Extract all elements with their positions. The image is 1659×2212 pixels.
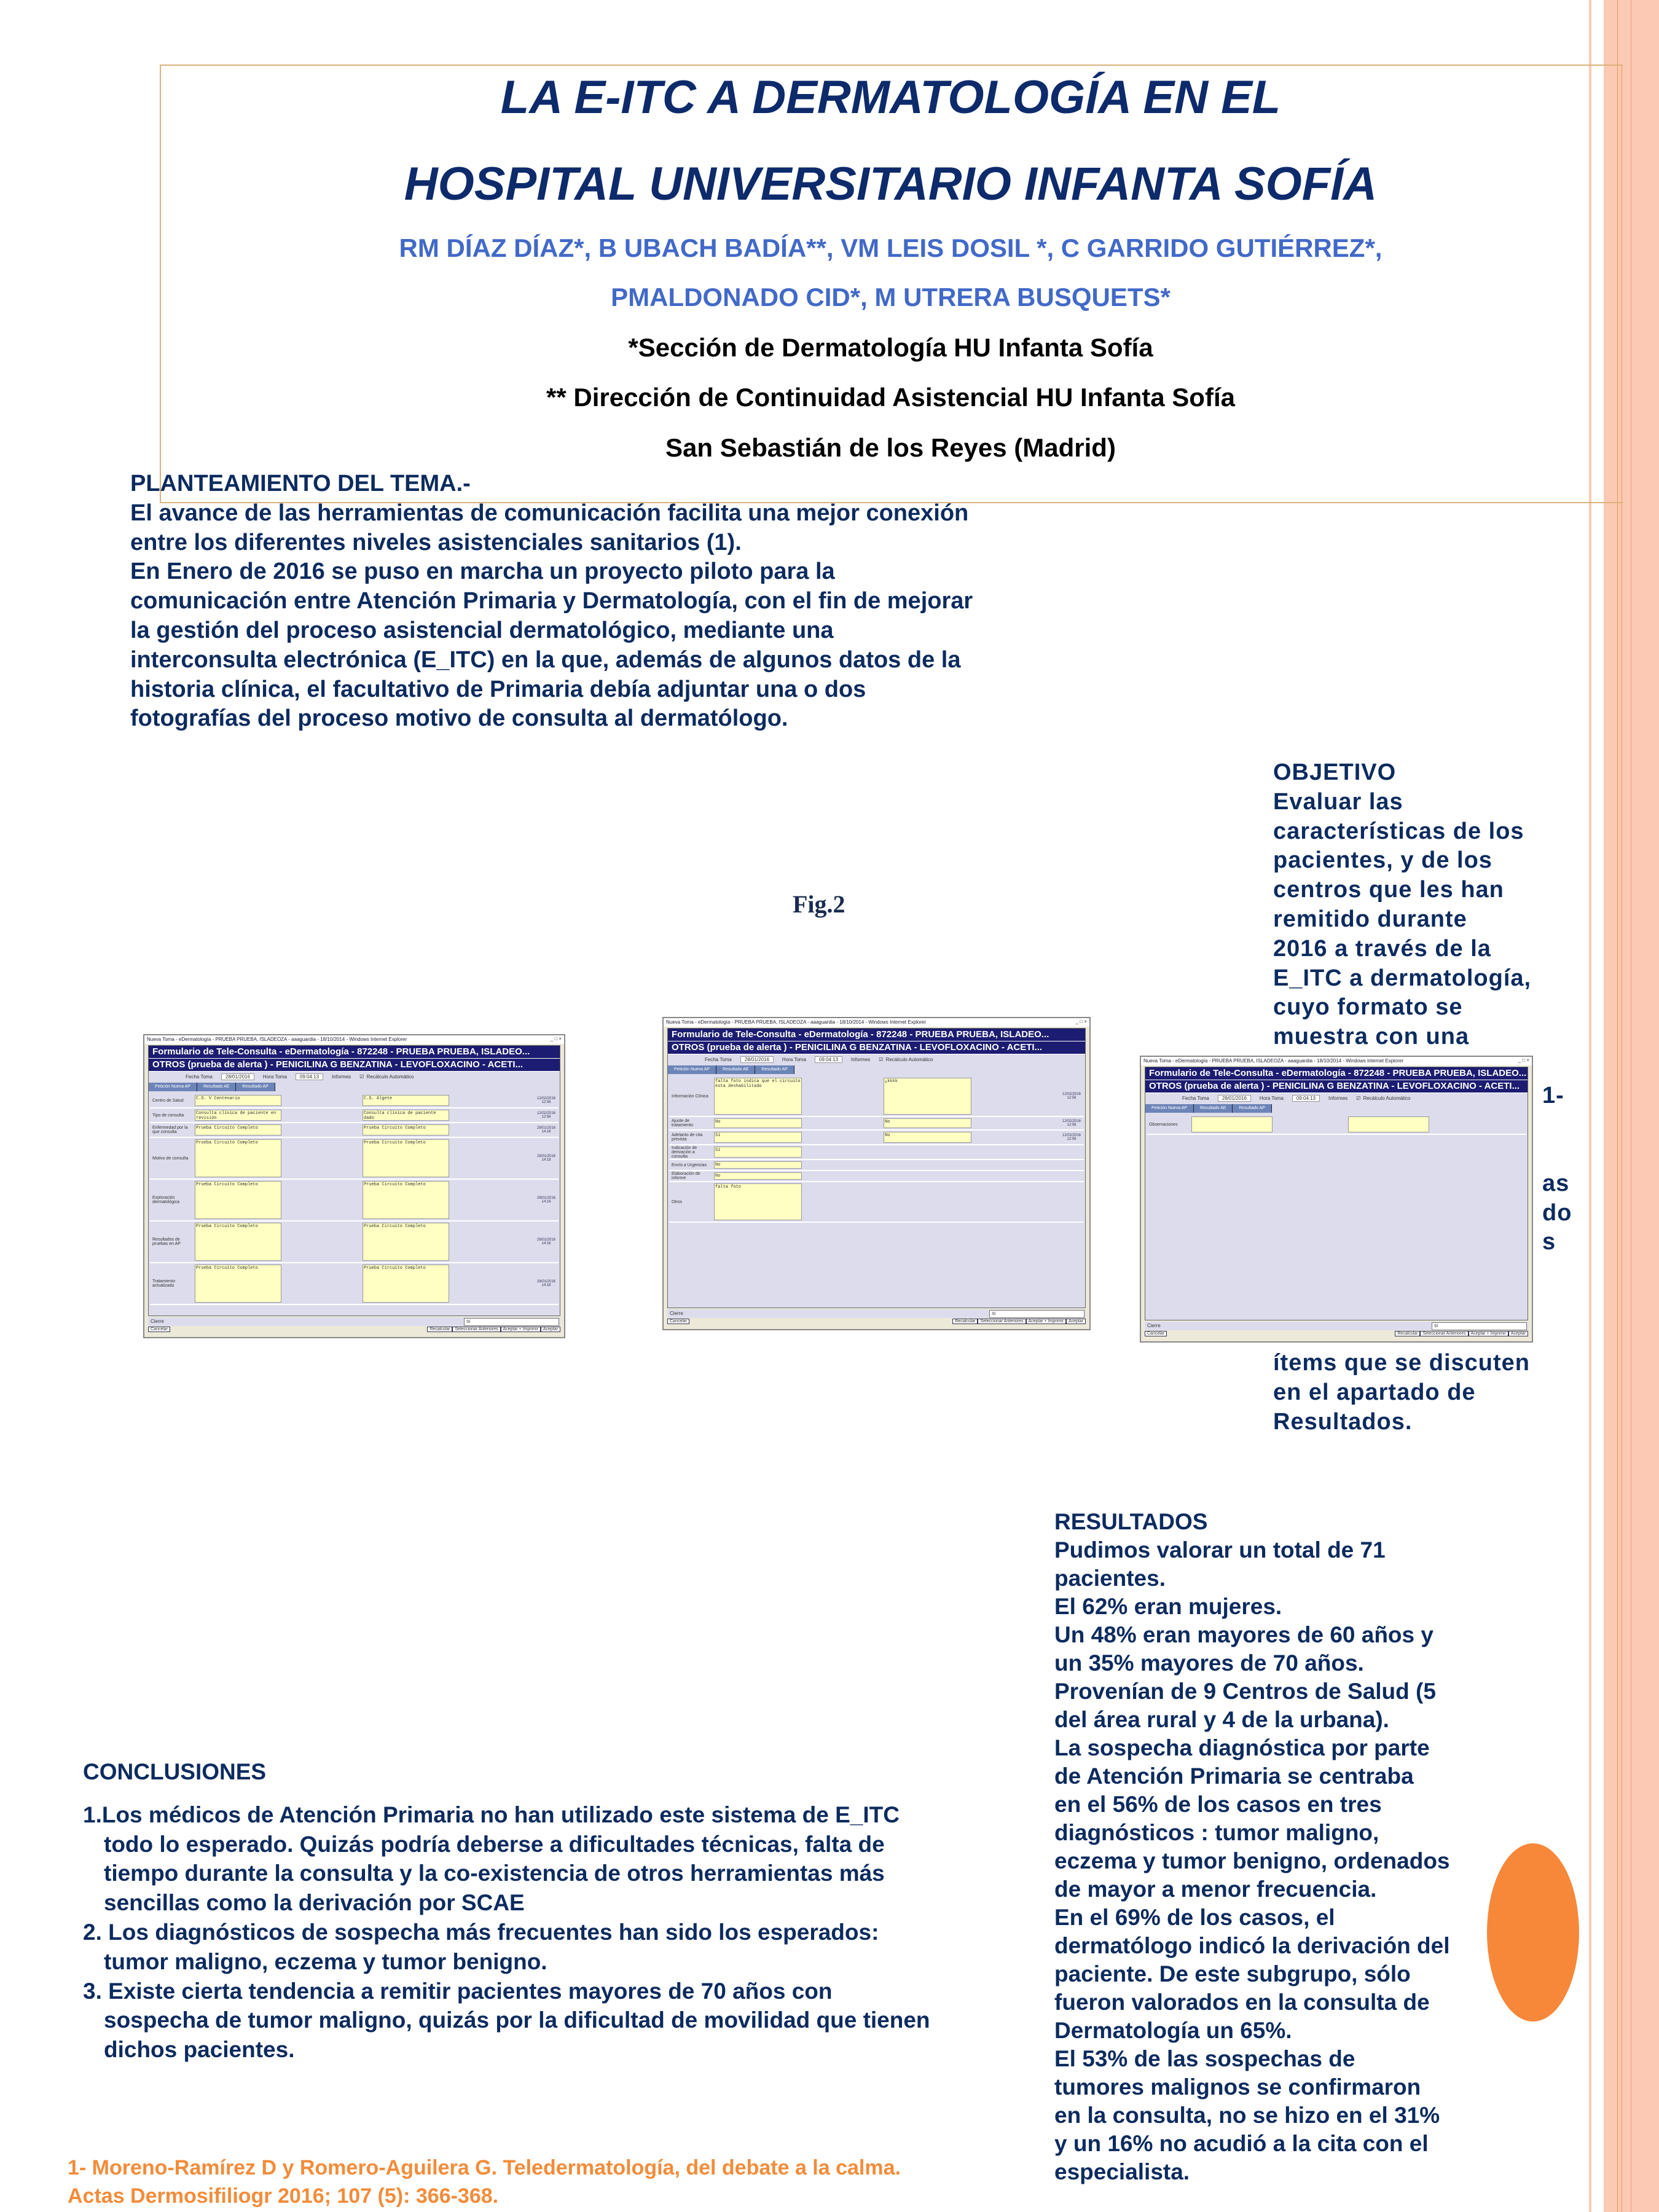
- section-heading: RESULTADOS: [1054, 1509, 1208, 1534]
- text-line: la gestión del proceso asistencial dermatológico, mediante una: [130, 617, 834, 643]
- form-tab[interactable]: Petición Nueva AP: [149, 1083, 197, 1091]
- field-input-left[interactable]: falta foto: [714, 1183, 802, 1220]
- field-input-right[interactable]: No: [884, 1118, 971, 1128]
- section-heading: CONCLUSIONES: [83, 1759, 267, 1784]
- action-button[interactable]: Aceptar + Imprimir: [1026, 1319, 1066, 1324]
- cierre-label: Cierre: [151, 1319, 164, 1324]
- poster-title-line1: LA E-ITC A DERMATOLOGÍA EN EL: [500, 71, 1281, 124]
- text-line: del área rural y 4 de la urbana).: [1054, 1707, 1389, 1732]
- text-line: cuyo formato se: [1273, 994, 1463, 1021]
- recalculo-checkbox[interactable]: ☑: [1356, 1096, 1362, 1101]
- text-line: en el apartado de: [1273, 1379, 1476, 1405]
- field-input-left[interactable]: Consulta clínica de paciente en revisión: [195, 1110, 281, 1121]
- text-line: todo lo esperado. Quizás podría deberse a dificultades técnicas, falta de: [104, 1831, 885, 1857]
- action-button[interactable]: Recalcular: [952, 1319, 978, 1324]
- action-button[interactable]: Seleccionar Anteriores: [978, 1319, 1026, 1324]
- text-fragment: as: [1542, 1170, 1570, 1196]
- field-input-left[interactable]: Prueba Circuito Completo: [195, 1124, 281, 1135]
- field-input-right[interactable]: C.S. Algete: [363, 1095, 449, 1106]
- action-button[interactable]: Seleccionar Anteriores: [1420, 1331, 1468, 1336]
- recalculo-checkbox[interactable]: ☑: [879, 1057, 885, 1062]
- cancel-button[interactable]: Cancelar: [667, 1319, 689, 1324]
- affiliation: ** Dirección de Continuidad Asistencial HU Infanta Sofía: [546, 383, 1235, 412]
- field-label: Exploración dermatológica: [152, 1196, 179, 1204]
- text-line: de mayor a menor frecuencia.: [1054, 1877, 1377, 1902]
- resultados-section: [1054, 1508, 1450, 2186]
- field-label: Tratamiento actualizado: [152, 1279, 176, 1288]
- text-line: El 53% de las sospechas de: [1054, 2046, 1355, 2071]
- action-button[interactable]: Aceptar: [541, 1327, 560, 1332]
- text-line: tumores malignos se confirmaron: [1054, 2074, 1421, 2100]
- field-input-left[interactable]: No: [714, 1118, 802, 1128]
- form-row: [150, 1123, 559, 1138]
- text-fragment: 1-: [1542, 1083, 1564, 1108]
- text-line: sencillas como la derivación por SCAE: [104, 1890, 525, 1916]
- window-controls-icon[interactable]: _ □ ×: [1518, 1057, 1529, 1063]
- form-header: Formulario de Tele-Consulta - eDermatología - 872248 - PRUEBA PRUEBA, ISLADEO...: [149, 1046, 560, 1059]
- section-heading: PLANTEAMIENTO DEL TEMA.-: [130, 471, 471, 496]
- action-button[interactable]: Aceptar: [1066, 1319, 1086, 1324]
- form-panel: [667, 1028, 1086, 1308]
- text-line: de Atención Primaria se centraba: [1054, 1763, 1414, 1789]
- reference-line: Actas Dermosifiliogr 2016; 107 (5): 366-368.: [68, 2184, 499, 2208]
- cierre-row: [1145, 1322, 1528, 1330]
- field-input-right[interactable]: ¿kkkk: [884, 1078, 971, 1115]
- field-label: Enfermedad por la que consulta: [152, 1126, 188, 1134]
- form-row: [669, 1160, 1084, 1171]
- field-input-right[interactable]: Prueba Circuito Completo: [363, 1181, 449, 1219]
- hora_label: Hora Toma: [1259, 1096, 1284, 1101]
- text-line: tiempo durante la consulta y la co-existencia de otros herramientas más: [104, 1861, 885, 1886]
- form-tabs: [668, 1065, 1085, 1074]
- text-line: pacientes, y de los: [1273, 847, 1492, 874]
- poster-title-line2: HOSPITAL UNIVERSITARIO INFANTA SOFÍA: [404, 158, 1378, 210]
- cancel-button[interactable]: Cancelar: [148, 1327, 170, 1332]
- text-line: Dermatología un 65%.: [1054, 2018, 1292, 2043]
- button-bar: [667, 1319, 1086, 1328]
- window-titlebar: Nueva Toma - eDermatología - PRUEBA PRUEBA, ISLADEOZA - aaaguardia - 18/10/2014 - Windows Internet Explorer: [1141, 1057, 1532, 1065]
- field-label: Centro de Salud: [152, 1098, 184, 1103]
- text-line: Evaluar las: [1273, 788, 1403, 815]
- text-line: En el 69% de los casos, el: [1054, 1905, 1335, 1930]
- text-line: tumor maligno, eczema y tumor benigno.: [104, 1948, 547, 1974]
- hora-input[interactable]: 09:04:13: [815, 1056, 842, 1063]
- text-line: dermatólogo indicó la derivación del: [1054, 1933, 1450, 1958]
- field-input-right[interactable]: No: [884, 1132, 971, 1143]
- field-input-left[interactable]: Prueba Circuito Completo: [195, 1265, 281, 1303]
- field-timestamp: 12/02/2016 12:56: [1062, 1092, 1081, 1100]
- field-input-right[interactable]: Prueba Circuito Completo: [363, 1139, 449, 1177]
- text-line: muestra con una: [1273, 1024, 1470, 1050]
- form-screenshot: [143, 1034, 565, 1338]
- field-input-right[interactable]: [1348, 1116, 1429, 1132]
- text-line: sospecha de tumor maligno, quizás por la dificultad de movilidad que tienen: [104, 2007, 930, 2033]
- form-tab[interactable]: Resultado AE: [1194, 1104, 1233, 1113]
- hora_label: Hora Toma: [782, 1057, 806, 1062]
- field-label: Ajuste de tratamiento: [672, 1119, 694, 1128]
- section-heading: OBJETIVO: [1273, 759, 1397, 785]
- field-input-left[interactable]: C.S. V Centenario: [195, 1095, 281, 1106]
- field-input-left[interactable]: No: [714, 1172, 802, 1180]
- text-line: paciente. De este subgrupo, sólo: [1054, 1961, 1411, 1986]
- action-button[interactable]: Aceptar: [1508, 1331, 1528, 1336]
- form-tab[interactable]: Resultado AE: [716, 1065, 755, 1074]
- form-row: [669, 1077, 1084, 1117]
- form-toolbar: [668, 1054, 1085, 1065]
- form-row: [669, 1145, 1084, 1160]
- hora-input[interactable]: 09:04:13: [296, 1073, 323, 1080]
- form-tab[interactable]: Resultado AP: [755, 1065, 794, 1074]
- hora-input[interactable]: 09:04:13: [1292, 1095, 1320, 1102]
- form-row: [669, 1182, 1084, 1223]
- text-line: remitido durante: [1273, 906, 1467, 932]
- cancel-button[interactable]: Cancelar: [1145, 1331, 1167, 1336]
- button-group: [952, 1319, 1086, 1324]
- hora_label: Hora Toma: [262, 1074, 287, 1080]
- field-input-left[interactable]: Sí: [714, 1147, 802, 1158]
- form-screenshot: [662, 1017, 1091, 1330]
- field-input-left[interactable]: Sí: [714, 1132, 802, 1143]
- form-tabs: [149, 1083, 560, 1091]
- text-line: características de los: [1273, 818, 1524, 844]
- form-toolbar: [149, 1072, 560, 1083]
- authors-line2: PMALDONADO CID*, M UTRERA BUSQUETS*: [611, 283, 1171, 312]
- text-line: especialista.: [1054, 2159, 1190, 2184]
- text-line: fotografías del proceso motivo de consulta al dermatólogo.: [130, 705, 788, 732]
- field-input-right[interactable]: Prueba Circuito Completo: [363, 1265, 449, 1303]
- form-row: [669, 1131, 1084, 1145]
- field-input-right[interactable]: Prueba Circuito Completo: [363, 1223, 449, 1261]
- field-label: Elaboración de informe: [672, 1172, 700, 1180]
- cierre-select[interactable]: Sí: [989, 1310, 1084, 1318]
- form-row: [669, 1171, 1084, 1182]
- field-timestamp: 28/01/2016 14:18: [536, 1280, 556, 1287]
- text-line: diagnósticos : tumor maligno,: [1054, 1820, 1379, 1845]
- text-line: El avance de las herramientas de comunicación facilita una mejor conexión: [130, 500, 969, 526]
- fecha_label: Fecha Toma: [186, 1074, 213, 1080]
- text-line: Pudimos valorar un total de 71: [1054, 1537, 1386, 1563]
- form-row: [150, 1263, 559, 1305]
- field-input-left[interactable]: Prueba Circuito Completo: [195, 1139, 281, 1177]
- text-line: comunicación entre Atención Primaria y Dermatología, con el fin de mejorar: [130, 588, 973, 614]
- form-row: [150, 1222, 559, 1263]
- field-label: Indicación de derivación a consulta: [672, 1145, 697, 1159]
- cierre-row: [667, 1309, 1086, 1318]
- text-line: 1.Los médicos de Atención Primaria no han utilizado este sistema de E_ITC: [83, 1802, 900, 1827]
- field-label: Información Clínica: [672, 1094, 708, 1099]
- text-line: ítems que se discuten: [1273, 1349, 1531, 1376]
- text-line: un 35% mayores de 70 años.: [1054, 1650, 1364, 1676]
- alert-header: OTROS (prueba de alerta ) - PENICILINA G BENZATINA - LEVOFLOXACINO - ACETI...: [149, 1059, 560, 1072]
- reference: [68, 2154, 901, 2210]
- field-label: Adelanto de cita prevista: [672, 1133, 703, 1142]
- text-fragment: do: [1542, 1199, 1572, 1226]
- form-tab[interactable]: Resultado AE: [197, 1083, 236, 1091]
- field-input-left[interactable]: Prueba Circuito Completo: [195, 1181, 281, 1219]
- field-timestamp: 12/02/2016 12:56: [1062, 1134, 1081, 1141]
- decorative-orange-ellipse: [1487, 1843, 1579, 2022]
- reference-line: 1- Moreno-Ramírez D y Romero-Aguilera G. Teledermatología, del debate a la calma.: [68, 2156, 901, 2179]
- field-label: Envío a Urgencias: [672, 1163, 707, 1167]
- window-titlebar: Nueva Toma - eDermatología - PRUEBA PRUEBA, ISLADEOZA - aaaguardia - 18/10/2014 - Windows Internet Explorer: [144, 1035, 564, 1044]
- field-timestamp: 12/02/2016 12:56: [536, 1097, 556, 1104]
- planteamiento-section: [130, 469, 973, 734]
- form-screenshot: [1140, 1056, 1533, 1343]
- form-rows: [1147, 1115, 1526, 1135]
- form-tab[interactable]: Petición Nueva AP: [668, 1065, 716, 1074]
- fecha_label: Fecha Toma: [1182, 1096, 1209, 1101]
- cierre-label: Cierre: [1147, 1323, 1161, 1328]
- field-timestamp: 28/01/2016 14:18: [536, 1155, 556, 1162]
- text-line: Resultados.: [1273, 1408, 1413, 1435]
- form-tab[interactable]: Resultado AP: [1233, 1104, 1271, 1113]
- text-line: centros que les han: [1273, 877, 1504, 903]
- spacer: [1542, 1111, 1572, 1169]
- figure-label: Fig.2: [793, 890, 845, 918]
- button-group: [427, 1327, 560, 1332]
- form-tab[interactable]: Petición Nueva AP: [1145, 1104, 1194, 1113]
- window-controls-icon[interactable]: _ □ ×: [1075, 1019, 1087, 1024]
- cierre-label: Cierre: [670, 1311, 683, 1316]
- form-panel: [1145, 1067, 1528, 1320]
- form-tab[interactable]: Resultado AP: [236, 1083, 275, 1091]
- text-line: 2. Los diagnósticos de sospecha más frecuentes han sido los esperados:: [83, 1919, 879, 1945]
- text-line: fueron valorados en la consulta de: [1054, 1990, 1430, 2015]
- window-titlebar: Nueva Toma - eDermatología - PRUEBA PRUEBA, ISLADEOZA - aaaguardia - 18/10/2014 - Windows Internet Explorer: [664, 1018, 1089, 1027]
- form-panel: [148, 1045, 560, 1316]
- field-label: Tipo de consulta: [152, 1113, 184, 1118]
- action-button[interactable]: Recalcular: [427, 1327, 452, 1332]
- text-line: El 62% eran mujeres.: [1054, 1594, 1282, 1619]
- field-input-left[interactable]: falta foto indica que el circuito esta deshabilitado: [714, 1078, 802, 1115]
- action-button[interactable]: Aceptar + Imprimir: [501, 1327, 541, 1332]
- fecha-input[interactable]: 28/01/2016: [1218, 1095, 1251, 1102]
- form-tabs: [1145, 1104, 1528, 1113]
- text-line: eczema y tumor benigno, ordenados: [1054, 1848, 1450, 1873]
- field-input-right[interactable]: Prueba Circuito Completo: [363, 1124, 449, 1135]
- informes: Informes: [851, 1057, 871, 1062]
- text-line: entre los diferentes niveles asistenciales sanitarios (1).: [130, 529, 742, 555]
- form-rows: [150, 1094, 559, 1305]
- field-timestamp: 28/01/2016 14:16: [536, 1196, 556, 1204]
- form-row: [150, 1094, 559, 1108]
- field-timestamp: 28/01/2016 14:16: [536, 1238, 556, 1245]
- conclusiones-section: [83, 1757, 1029, 2065]
- text-line: La sospecha diagnóstica por parte: [1054, 1735, 1430, 1760]
- cierre-select[interactable]: Sí: [464, 1318, 559, 1326]
- alert-header: OTROS (prueba de alerta ) - PENICILINA G BENZATINA - LEVOFLOXACINO - ACETI...: [1145, 1080, 1528, 1093]
- recalculo-label: Recálculo Automático: [366, 1074, 414, 1080]
- field-label: Otros: [672, 1199, 683, 1204]
- text-line: historia clínica, el facultativo de Primaria debía adjuntar una o dos: [130, 676, 866, 702]
- button-bar: [148, 1327, 560, 1336]
- text-line: pacientes.: [1054, 1566, 1166, 1591]
- field-label: Observaciones: [1149, 1122, 1178, 1127]
- recalculo-label: Recálculo Automático: [885, 1057, 933, 1062]
- action-button[interactable]: Recalcular: [1395, 1331, 1420, 1336]
- authors-line1: RM DÍAZ DÍAZ*, B UBACH BADÍA**, VM LEIS DOSIL *, C GARRIDO GUTIÉRREZ*,: [399, 233, 1382, 262]
- fecha_label: Fecha Toma: [705, 1057, 732, 1062]
- text-line: Un 48% eran mayores de 60 años y: [1054, 1622, 1433, 1647]
- field-input-left[interactable]: Prueba Circuito Completo: [195, 1223, 281, 1261]
- cierre-select[interactable]: Sí: [1432, 1322, 1527, 1330]
- field-input-left[interactable]: No: [714, 1161, 802, 1169]
- form-header: Formulario de Tele-Consulta - eDermatología - 872248 - PRUEBA PRUEBA, ISLADEO...: [1145, 1067, 1528, 1080]
- text-line: En Enero de 2016 se puso en marcha un proyecto piloto para la: [130, 559, 835, 585]
- form-row: [150, 1138, 559, 1180]
- text-line: en el 56% de los casos en tres: [1054, 1792, 1382, 1817]
- field-timestamp: 12/02/2016 12:56: [536, 1112, 556, 1119]
- text-line: 2016 a través de la: [1273, 935, 1491, 962]
- field-label: Motivo de consulta: [152, 1156, 189, 1161]
- form-row: [150, 1108, 559, 1123]
- form-header: Formulario de Tele-Consulta - eDermatología - 872248 - PRUEBA PRUEBA, ISLADEO...: [668, 1029, 1085, 1041]
- decorative-border-line: [1630, 0, 1632, 2212]
- text-line: Provenían de 9 Centros de Salud (5: [1054, 1679, 1436, 1704]
- field-label: Resultados de pruebas en AP: [152, 1237, 181, 1246]
- informes: Informes: [1328, 1096, 1348, 1101]
- field-input-left[interactable]: [1191, 1116, 1273, 1132]
- action-button[interactable]: Aceptar + Imprimir: [1469, 1331, 1508, 1336]
- form-rows: [669, 1077, 1084, 1223]
- objetivo-partial-text: [1542, 1081, 1572, 1257]
- informes: Informes: [332, 1074, 351, 1080]
- alert-header: OTROS (prueba de alerta ) - PENICILINA G BENZATINA - LEVOFLOXACINO - ACETI...: [668, 1041, 1085, 1054]
- button-group: [1395, 1332, 1528, 1336]
- text-fragment: s: [1542, 1229, 1556, 1255]
- text-line: y un 16% no acudió a la cita con el: [1054, 2131, 1429, 2156]
- field-timestamp: 28/01/2016 14:18: [536, 1126, 556, 1134]
- form-toolbar: [1145, 1093, 1528, 1104]
- form-row: [1147, 1115, 1526, 1135]
- fecha-input[interactable]: 28/01/2016: [221, 1073, 254, 1080]
- text-line: en la consulta, no se hizo en el 31%: [1054, 2103, 1440, 2128]
- window-controls-icon[interactable]: _ □ ×: [550, 1036, 562, 1041]
- recalculo-label: Recálculo Automático: [1363, 1096, 1411, 1101]
- affiliation: San Sebastián de los Reyes (Madrid): [665, 433, 1116, 462]
- form-row: [669, 1117, 1084, 1131]
- button-bar: [1145, 1332, 1528, 1340]
- form-row: [150, 1180, 559, 1222]
- text-line: interconsulta electrónica (E_ITC) en la que, además de algunos datos de la: [130, 646, 961, 673]
- recalculo-checkbox[interactable]: ☑: [359, 1074, 366, 1080]
- action-button[interactable]: Seleccionar Anteriores: [452, 1327, 500, 1332]
- text-line: E_ITC a dermatología,: [1273, 965, 1532, 991]
- fecha-input[interactable]: 28/01/2016: [740, 1056, 774, 1063]
- field-input-right[interactable]: Consulta clínica de paciente dado: [363, 1110, 449, 1121]
- text-line: dichos pacientes.: [104, 2037, 295, 2063]
- field-timestamp: 12/02/2016 12:56: [1062, 1120, 1081, 1127]
- text-line: 3. Existe cierta tendencia a remitir pacientes mayores de 70 años con: [83, 1978, 833, 2004]
- affiliation: *Sección de Dermatología HU Infanta Sofía: [628, 333, 1153, 362]
- cierre-row: [148, 1317, 560, 1326]
